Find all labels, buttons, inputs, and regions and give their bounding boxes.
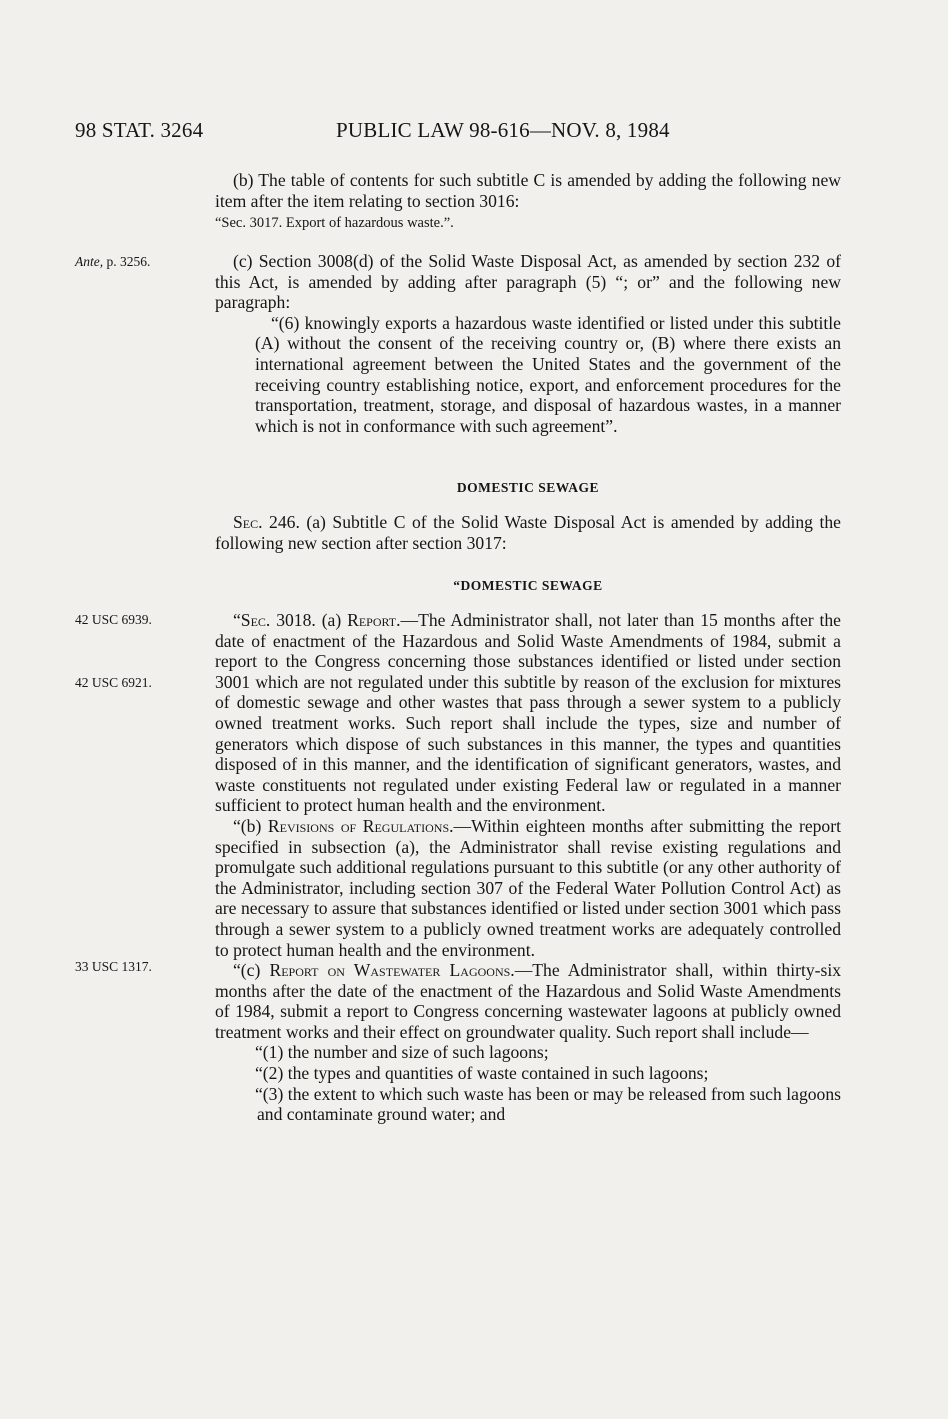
margin-note-ante-rest: p. 3256. xyxy=(103,254,151,269)
heading-domestic-sewage-quoted: “DOMESTIC SEWAGE xyxy=(453,578,603,593)
sec-3018-a-pre: 3018. (a) xyxy=(270,610,348,630)
margin-note-33usc1317: 33 USC 1317. xyxy=(75,959,152,974)
sec-246-lead: Sec. xyxy=(233,512,263,532)
list-item-1: “(1) the number and size of such lagoons; xyxy=(255,1042,549,1063)
page-stat-number: 98 STAT. 3264 xyxy=(75,118,204,142)
margin-note-ante-italic: Ante, xyxy=(75,254,104,269)
paragraph-sec-246 xyxy=(215,512,841,553)
paragraph-c-6: “(6) knowingly exports a hazardous waste identified or listed under this subtitle (A) without the consent of the receiving country or, (B) where there exists an international agreement between the United States and the government of the receiving country establishing notice, export, and enforcement procedures for the transportation, treatment, storage, and disposal of hazardous wastes, in a manner which is not in conformance with such agreement”. xyxy=(255,312,841,436)
paragraph-sec-3018-b xyxy=(215,816,841,960)
sec-3018-a-text: —The Administrator shall, not later than 15 months after the date of enactment of the Hazardous and Solid Waste Amendments of 1984, submit a report to the Congress concerning those substances identified or listed under section 3001 which are not regulated under this subtitle by reason of the exclusion for mixtures of domestic sewage and other wastes that pass through a sewer system to a publicly owned treatment works. Such report shall include the types, size and number of generators which dispose of such substances in this manner, the types and quantities disposed of in this manner, and the identification of significant generators, wastes, and waste constituents not regulated under existing Federal law or regulated in a manner sufficient to protect human health and the environment. xyxy=(215,610,841,816)
sec-3018-c-pre: “(c) xyxy=(233,960,270,981)
paragraph-b: (b) The table of contents for such subtitle C is amended by adding the following new item after the item relating to section 3016: xyxy=(215,170,841,211)
sec-3018-b-text: —Within eighteen months after submitting the report specified in subsection (a), the Administrator shall revise existing regulations and promulgate such additional regulations pursuant to this subtitle (or any other authority of the Administrator, including section 307 of the Federal Water Pollution Control Act) as are necessary to assure that substances identified or listed under section 3001 which pass through a sewer system to a publicly owned treatment works are adequately controlled to protect human health and the environment. xyxy=(215,815,841,960)
sec-3018-c-text: —The Administrator shall, within thirty-six months after the date of the enactment of the Hazardous and Solid Waste Amendments of 1984, submit a report to Congress concerning wastewater lagoons at publicly owned treatment works and their effect on groundwater quality. Such report shall include— xyxy=(215,960,842,1042)
list-item-2: “(2) the types and quantities of waste contained in such lagoons; xyxy=(255,1063,709,1084)
paragraph-sec-3018-a xyxy=(215,610,841,816)
sec-3018-b-title: Revisions of Regulations. xyxy=(267,815,454,836)
heading-domestic-sewage: DOMESTIC SEWAGE xyxy=(456,480,600,495)
page-running-head: PUBLIC LAW 98-616—NOV. 8, 1984 xyxy=(336,118,670,142)
list-item-3: “(3) the extent to which such waste has been or may be released from such lagoons and contaminate ground water; and xyxy=(255,1083,841,1125)
sec-3018-b-pre: “(b) xyxy=(233,815,268,836)
margin-note-ante xyxy=(75,254,150,270)
sec-3018-lead: “Sec. xyxy=(233,610,271,630)
margin-note-42usc6939: 42 USC 6939. xyxy=(75,612,152,627)
paragraph-c: (c) Section 3008(d) of the Solid Waste Disposal Act, as amended by section 232 of this Act, is amended by adding after paragraph (5) “; or” and the following new paragraph: xyxy=(215,251,841,313)
paragraph-sec-3018-c xyxy=(215,960,841,1042)
body-section-c xyxy=(215,251,841,436)
sec-246-text: 246. (a) Subtitle C of the Solid Waste Disposal Act is amended by adding the following new section after section 3017: xyxy=(215,512,841,553)
sec-3018-c-title: Report on Wastewater Lagoons. xyxy=(269,960,515,981)
sec-3018-a-title: Report. xyxy=(347,610,401,630)
body-section-246 xyxy=(215,512,841,553)
body-section-3018 xyxy=(215,610,841,1125)
margin-note-42usc6921: 42 USC 6921. xyxy=(75,675,152,690)
paragraph-b-item: “Sec. 3017. Export of hazardous waste.”. xyxy=(215,215,454,232)
body-section-b xyxy=(215,170,841,234)
